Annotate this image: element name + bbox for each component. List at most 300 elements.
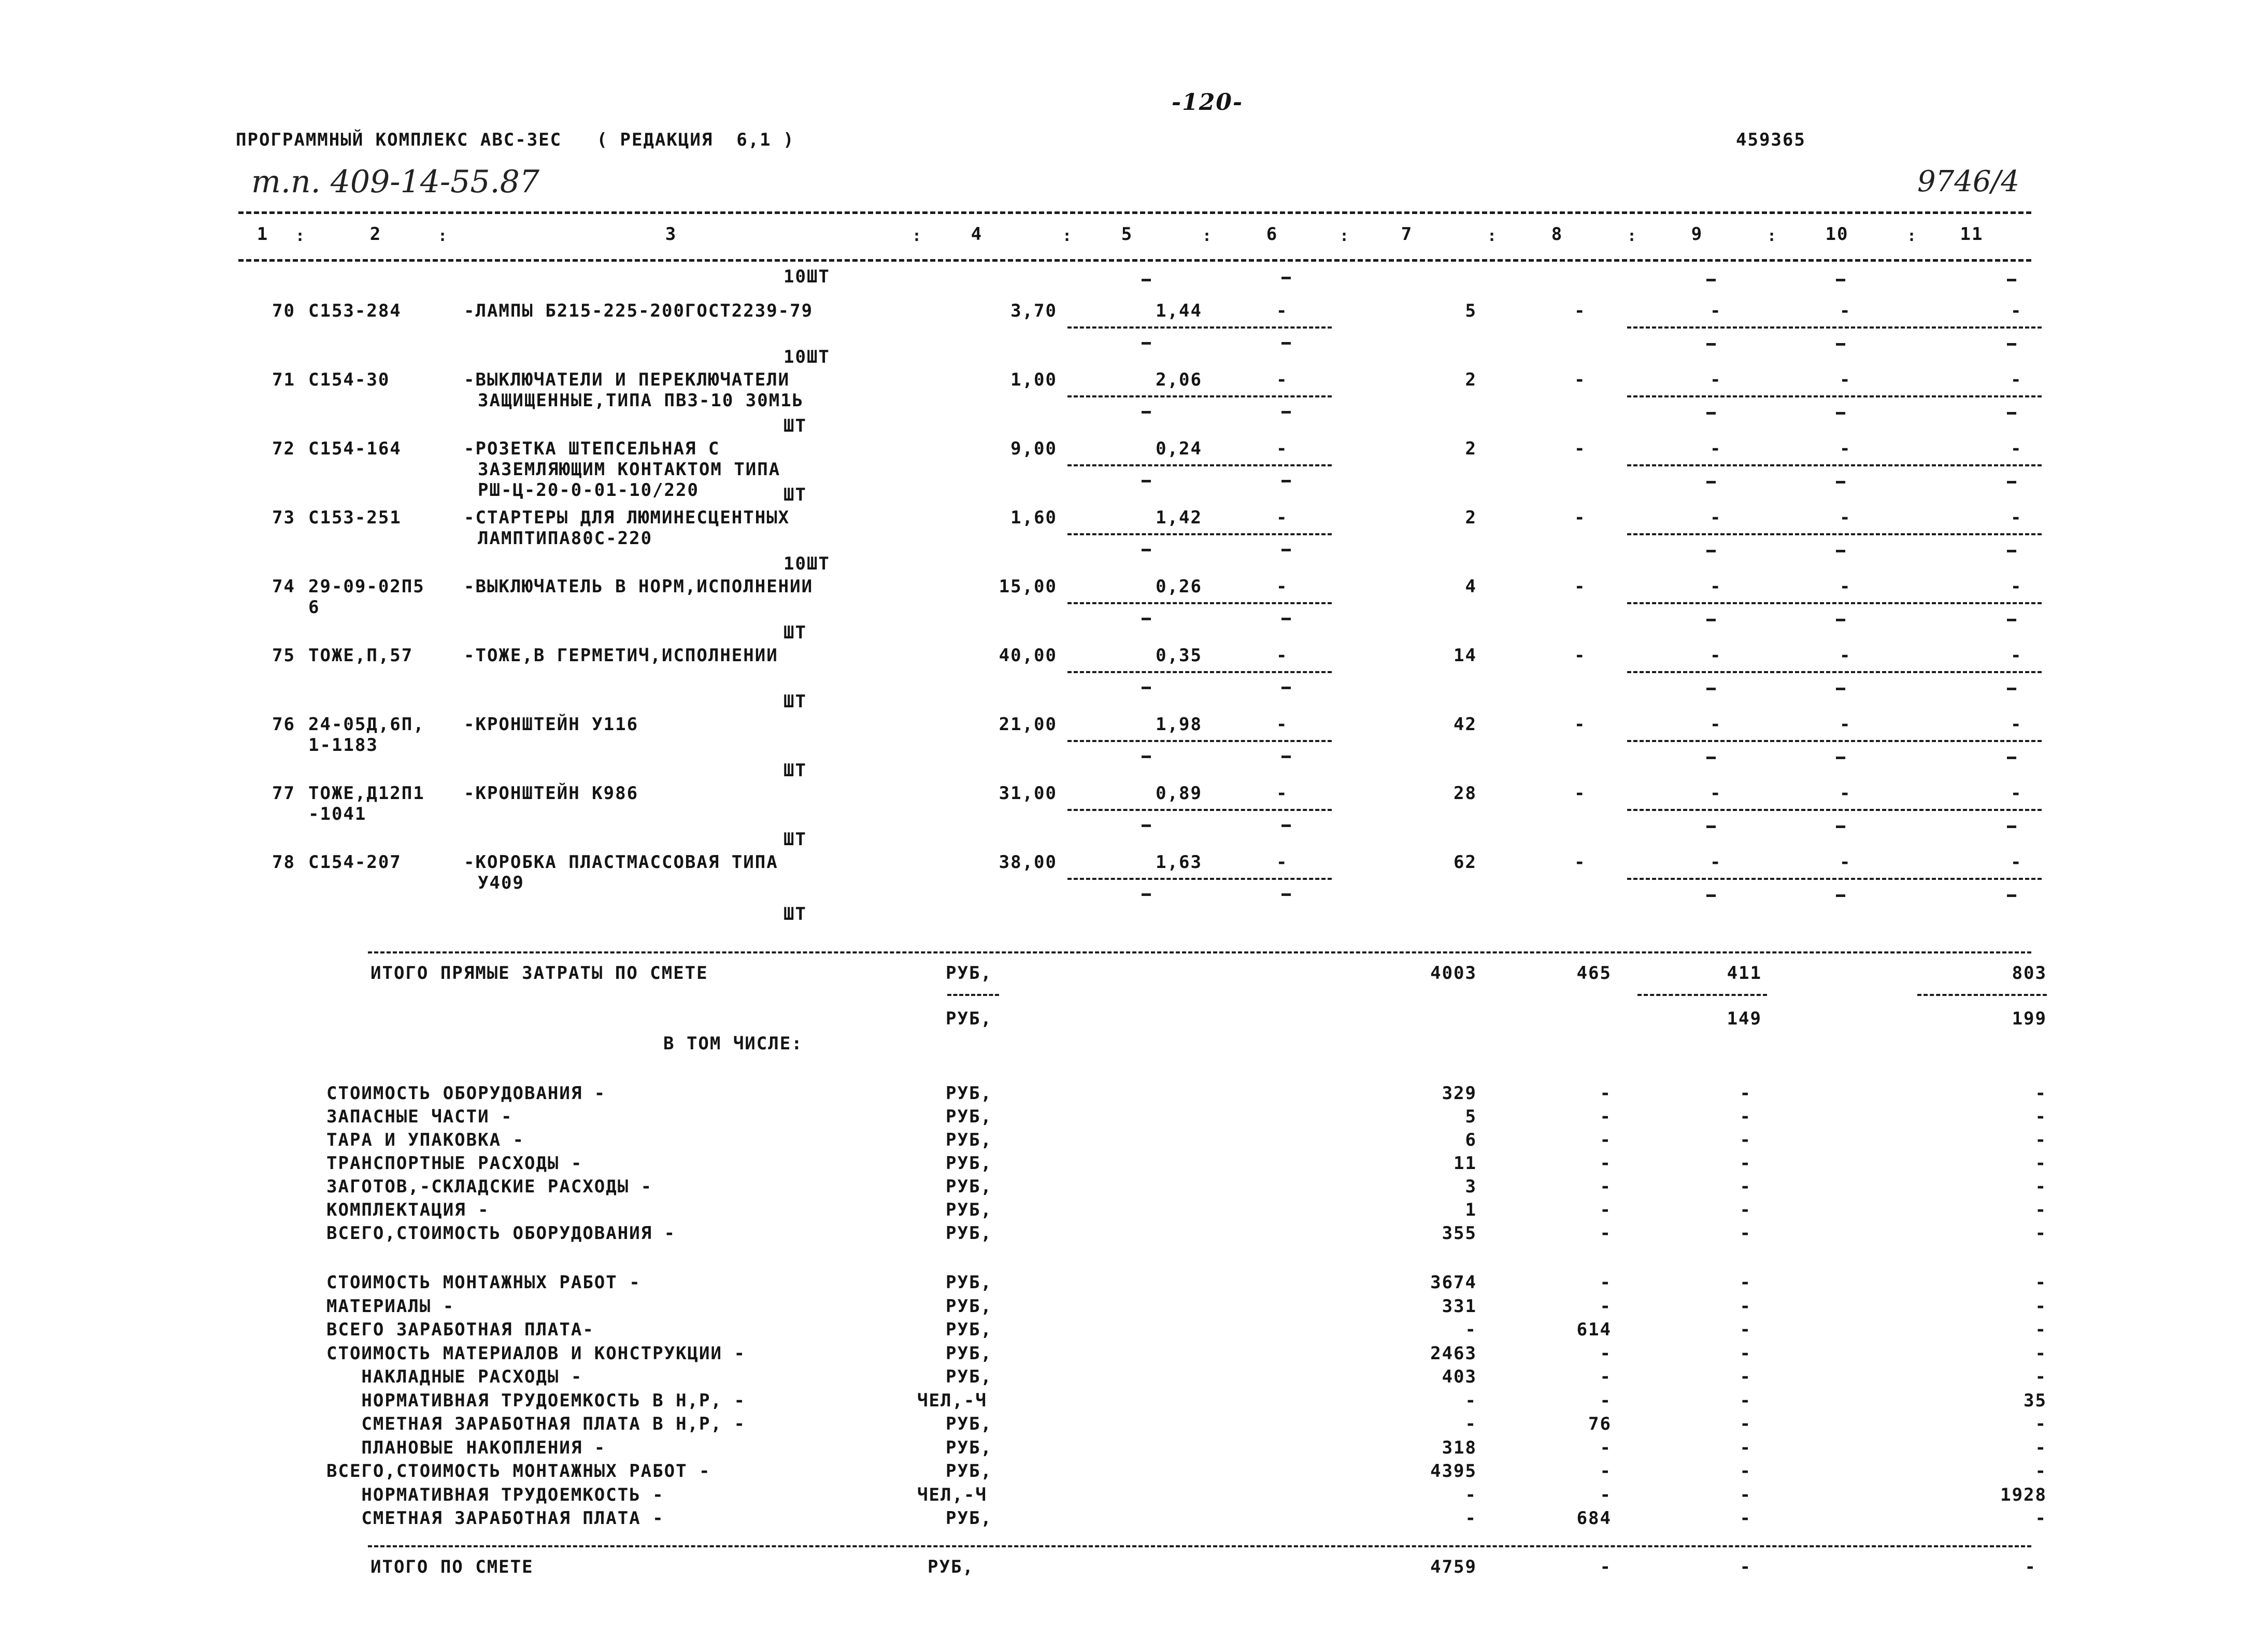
equipment-unit: РУБ, bbox=[946, 1083, 992, 1104]
dash-mark bbox=[1706, 894, 1716, 897]
installation-unit: ЧЕЛ,-Ч bbox=[917, 1390, 987, 1411]
totals-col11-rule bbox=[1917, 994, 2047, 996]
equipment-col11: - bbox=[2035, 1106, 2047, 1127]
row-col7: 42 bbox=[1454, 714, 1477, 735]
installation-col11: - bbox=[2035, 1414, 2047, 1434]
installation-label: СМЕТНАЯ ЗАРАБОТНАЯ ПЛАТА В Н,Р, - bbox=[326, 1414, 746, 1434]
dash-mark bbox=[1142, 342, 1151, 345]
row-code: С153-251 bbox=[308, 507, 402, 528]
dash-mark bbox=[2007, 825, 2016, 828]
row-name: -СТАРТЕРЫ ДЛЯ ЛЮМИНЕСЦЕНТНЫХ bbox=[464, 507, 790, 528]
installation-col9: - bbox=[1740, 1484, 1751, 1505]
row-col6-dash: - bbox=[1276, 714, 1288, 735]
dash-mark bbox=[1142, 893, 1151, 896]
row-col-dash: - bbox=[2011, 507, 2022, 528]
row-col-dash: - bbox=[1710, 714, 1722, 735]
installation-col8: - bbox=[1600, 1343, 1612, 1364]
row-price: 31,00 bbox=[999, 783, 1057, 804]
totals-rule bbox=[368, 951, 2031, 953]
row-number: 75 bbox=[272, 645, 295, 666]
dash-mark bbox=[1281, 549, 1291, 551]
row-code: С154-207 bbox=[308, 852, 402, 873]
dash-mark bbox=[1706, 550, 1716, 552]
installation-unit: РУБ, bbox=[946, 1508, 992, 1529]
grand-total-label: ИТОГО ПО СМЕТЕ bbox=[371, 1557, 534, 1577]
installation-unit: РУБ, bbox=[946, 1414, 992, 1434]
totals-col8: 465 bbox=[1576, 963, 1612, 984]
dash-mark bbox=[1706, 825, 1716, 828]
installation-col11: 35 bbox=[2024, 1390, 2047, 1411]
equipment-unit: РУБ, bbox=[946, 1153, 992, 1174]
installation-col8: - bbox=[1600, 1272, 1612, 1293]
column-separator: : bbox=[1767, 227, 1778, 245]
dash-mark bbox=[1836, 481, 1845, 483]
equipment-col11: - bbox=[2035, 1153, 2047, 1174]
totals-col11: 803 bbox=[2012, 963, 2047, 984]
row-unit-top: 10ШТ bbox=[784, 266, 830, 287]
row-rule-cols-9-11 bbox=[1627, 464, 2042, 466]
installation-unit: РУБ, bbox=[946, 1437, 992, 1458]
row-col-dash: - bbox=[1710, 369, 1722, 390]
dash-mark bbox=[1281, 480, 1291, 482]
totals-col7: 4003 bbox=[1430, 963, 1477, 984]
row-name: -КРОНШТЕЙН К986 bbox=[464, 783, 639, 804]
equipment-unit: РУБ, bbox=[946, 1176, 992, 1197]
row-name: ЗАЩИЩЕННЫЕ,ТИПА ПВЗ-10 30М1Ь bbox=[478, 390, 804, 411]
installation-col7: 4395 bbox=[1430, 1461, 1477, 1482]
row-number: 70 bbox=[272, 301, 295, 321]
equipment-col7: 11 bbox=[1454, 1153, 1477, 1174]
row-price: 1,60 bbox=[1010, 507, 1057, 528]
equipment-label: СТОИМОСТЬ ОБОРУДОВАНИЯ - bbox=[326, 1083, 606, 1104]
row-name: -КОРОБКА ПЛАСТМАССОВАЯ ТИПА bbox=[464, 852, 778, 873]
installation-col9: - bbox=[1740, 1366, 1751, 1387]
row-col8-dash: - bbox=[1574, 714, 1586, 735]
row-name: У409 bbox=[478, 873, 524, 893]
column-number-11: 11 bbox=[1960, 224, 1984, 245]
dash-mark bbox=[1142, 618, 1151, 620]
installation-col7: - bbox=[1465, 1319, 1477, 1340]
installation-col8: 76 bbox=[1588, 1414, 1612, 1434]
totals-col9-b: 149 bbox=[1727, 1008, 1762, 1029]
row-col7: 2 bbox=[1465, 507, 1477, 528]
totals-label: ИТОГО ПРЯМЫЕ ЗАТРАТЫ ПО СМЕТЕ bbox=[371, 963, 708, 984]
row-col8-dash: - bbox=[1574, 576, 1586, 597]
installation-label: ВСЕГО ЗАРАБОТНАЯ ПЛАТА- bbox=[326, 1319, 594, 1340]
column-separator: : bbox=[1627, 227, 1638, 245]
grand-total-col8: - bbox=[1600, 1557, 1612, 1577]
installation-unit: РУБ, bbox=[946, 1461, 992, 1482]
program-title: ПРОГРАММНЫЙ КОМПЛЕКС АВС-ЗЕС ( РЕДАКЦИЯ 6,1 ) bbox=[236, 130, 795, 150]
row-name: -КРОНШТЕЙН У116 bbox=[464, 714, 639, 735]
column-separator: : bbox=[912, 227, 923, 245]
installation-label: НАКЛАДНЫЕ РАСХОДЫ - bbox=[326, 1366, 583, 1387]
equipment-col8: - bbox=[1600, 1153, 1612, 1174]
column-separator: : bbox=[1202, 227, 1213, 245]
row-number: 72 bbox=[272, 438, 295, 459]
dash-mark-top bbox=[1142, 279, 1151, 281]
handwritten-reference: 9746/4 bbox=[1917, 165, 2020, 198]
row-name: -ТОЖЕ,В ГЕРМЕТИЧ,ИСПОЛНЕНИИ bbox=[464, 645, 778, 666]
equipment-col8: - bbox=[1600, 1223, 1612, 1244]
dash-mark bbox=[1836, 688, 1845, 690]
equipment-col9: - bbox=[1740, 1153, 1751, 1174]
row-col-dash: - bbox=[1840, 438, 1851, 459]
dash-mark bbox=[2007, 894, 2016, 897]
row-rule-cols-5-6 bbox=[1067, 395, 1332, 397]
column-number-10: 10 bbox=[1825, 224, 1849, 245]
row-col7: 62 bbox=[1454, 852, 1477, 873]
dash-mark bbox=[1706, 688, 1716, 690]
row-unit: 10ШТ bbox=[784, 347, 830, 367]
row-col7: 2 bbox=[1465, 369, 1477, 390]
dash-mark-top bbox=[2007, 279, 2016, 281]
row-col5: 0,89 bbox=[1156, 783, 1202, 804]
installation-col9: - bbox=[1740, 1390, 1751, 1411]
dash-mark bbox=[1142, 549, 1151, 551]
installation-col8: - bbox=[1600, 1295, 1612, 1317]
row-unit: ШТ bbox=[784, 416, 807, 436]
row-code: ТОЖЕ,Д12П1 bbox=[308, 783, 425, 804]
equipment-col11: - bbox=[2035, 1083, 2047, 1104]
installation-col9: - bbox=[1740, 1272, 1751, 1293]
row-col-dash: - bbox=[1710, 576, 1722, 597]
installation-col8: 684 bbox=[1576, 1508, 1612, 1529]
equipment-col11: - bbox=[2035, 1223, 2047, 1244]
row-name: -ВЫКЛЮЧАТЕЛИ И ПЕРЕКЛЮЧАТЕЛИ bbox=[464, 369, 790, 390]
equipment-col9: - bbox=[1740, 1176, 1751, 1197]
row-col-dash: - bbox=[1840, 301, 1851, 321]
installation-col11: - bbox=[2035, 1319, 2047, 1340]
installation-col8: - bbox=[1600, 1484, 1612, 1505]
dash-mark bbox=[1706, 343, 1716, 346]
row-col7: 2 bbox=[1465, 438, 1477, 459]
row-code: 1-1183 bbox=[308, 735, 378, 756]
dash-mark-top bbox=[1836, 279, 1845, 281]
row-rule-cols-9-11 bbox=[1627, 326, 2042, 329]
installation-col11: - bbox=[2035, 1437, 2047, 1458]
installation-unit: РУБ, bbox=[946, 1272, 992, 1293]
row-unit: ШТ bbox=[784, 760, 807, 781]
row-unit: 10ШТ bbox=[784, 553, 830, 574]
installation-col8: 614 bbox=[1576, 1319, 1612, 1340]
row-col-dash: - bbox=[2011, 369, 2022, 390]
equipment-label: ТРАНСПОРТНЫЕ РАСХОДЫ - bbox=[326, 1153, 583, 1174]
row-col-dash: - bbox=[1710, 507, 1722, 528]
totals-unit-rule bbox=[947, 994, 999, 996]
dash-mark bbox=[2007, 343, 2016, 346]
row-col-dash: - bbox=[1840, 645, 1851, 666]
row-price: 21,00 bbox=[999, 714, 1057, 735]
row-rule-cols-5-6 bbox=[1067, 326, 1332, 329]
column-number-9: 9 bbox=[1691, 224, 1703, 245]
including-heading: В ТОМ ЧИСЛЕ: bbox=[663, 1033, 803, 1054]
dash-mark bbox=[1281, 342, 1291, 345]
dash-mark bbox=[2007, 412, 2016, 415]
equipment-col7: 3 bbox=[1465, 1176, 1477, 1197]
grand-total-col11: - bbox=[2025, 1557, 2036, 1577]
row-col-dash: - bbox=[2011, 576, 2022, 597]
dash-mark bbox=[1706, 412, 1716, 415]
equipment-unit: РУБ, bbox=[946, 1130, 992, 1150]
totals-col9: 411 bbox=[1727, 963, 1762, 984]
installation-col9: - bbox=[1740, 1461, 1751, 1482]
dash-mark bbox=[1836, 894, 1845, 897]
row-col6-dash: - bbox=[1276, 783, 1288, 804]
grand-total-unit: РУБ, bbox=[928, 1557, 974, 1577]
row-price: 3,70 bbox=[1010, 301, 1057, 321]
row-rule-cols-9-11 bbox=[1627, 602, 2042, 604]
row-col-dash: - bbox=[2011, 645, 2022, 666]
column-header-rule bbox=[238, 259, 2031, 262]
installation-unit: РУБ, bbox=[946, 1319, 992, 1340]
row-col-dash: - bbox=[1840, 576, 1851, 597]
row-rule-cols-5-6 bbox=[1067, 740, 1332, 742]
row-col-dash: - bbox=[2011, 301, 2022, 321]
dash-mark bbox=[1836, 619, 1845, 621]
row-col7: 4 bbox=[1465, 576, 1477, 597]
installation-col11: - bbox=[2035, 1461, 2047, 1482]
row-code: С154-164 bbox=[308, 438, 402, 459]
dash-mark bbox=[1836, 412, 1845, 415]
dash-mark bbox=[1706, 481, 1716, 483]
row-col8-dash: - bbox=[1574, 301, 1586, 321]
installation-label: МАТЕРИАЛЫ - bbox=[326, 1295, 455, 1317]
row-price: 15,00 bbox=[999, 576, 1057, 597]
row-rule-cols-5-6 bbox=[1067, 809, 1332, 811]
installation-col8: - bbox=[1600, 1390, 1612, 1411]
row-col5: 2,06 bbox=[1156, 369, 1202, 390]
row-code: 29-09-02П5 bbox=[308, 576, 425, 597]
table-top-rule bbox=[238, 211, 2031, 214]
dash-mark bbox=[1142, 824, 1151, 827]
dash-mark-top bbox=[1706, 279, 1716, 281]
equipment-col9: - bbox=[1740, 1200, 1751, 1220]
row-col-dash: - bbox=[1710, 645, 1722, 666]
row-col8-dash: - bbox=[1574, 852, 1586, 873]
installation-label: НОРМАТИВНАЯ ТРУДОЕМКОСТЬ В Н,Р, - bbox=[326, 1390, 746, 1411]
dash-mark bbox=[1836, 343, 1845, 346]
installation-col9: - bbox=[1740, 1319, 1751, 1340]
row-col6-dash: - bbox=[1276, 645, 1288, 666]
installation-col7: - bbox=[1465, 1484, 1477, 1505]
row-number: 73 bbox=[272, 507, 295, 528]
row-unit-last: ШТ bbox=[784, 904, 807, 924]
dash-mark bbox=[1142, 756, 1151, 758]
document-number: 459365 bbox=[1736, 130, 1806, 150]
row-rule-cols-9-11 bbox=[1627, 671, 2042, 673]
totals-col9-rule bbox=[1637, 994, 1767, 996]
totals-col11-b: 199 bbox=[2012, 1008, 2047, 1029]
row-rule-cols-5-6 bbox=[1067, 533, 1332, 535]
row-unit: ШТ bbox=[784, 622, 807, 643]
row-col5: 0,26 bbox=[1156, 576, 1202, 597]
column-number-6: 6 bbox=[1266, 224, 1278, 245]
equipment-col8: - bbox=[1600, 1200, 1612, 1220]
totals-unit: РУБ, bbox=[946, 963, 992, 984]
row-code: ТОЖЕ,П,57 bbox=[308, 645, 414, 666]
row-col6-dash: - bbox=[1276, 576, 1288, 597]
installation-col7: 3674 bbox=[1430, 1272, 1477, 1293]
grand-total-rule bbox=[368, 1545, 2031, 1547]
row-rule-cols-5-6 bbox=[1067, 464, 1332, 466]
equipment-col11: - bbox=[2035, 1200, 2047, 1220]
row-col-dash: - bbox=[1710, 783, 1722, 804]
row-col7: 14 bbox=[1454, 645, 1477, 666]
dash-mark bbox=[1281, 893, 1291, 896]
column-separator: : bbox=[438, 227, 449, 245]
row-code: -1041 bbox=[308, 804, 367, 824]
row-col-dash: - bbox=[1840, 783, 1851, 804]
equipment-col7: 6 bbox=[1465, 1130, 1477, 1150]
row-price: 38,00 bbox=[999, 852, 1057, 873]
row-name: РШ-Ц-20-0-01-10/220 bbox=[478, 480, 699, 501]
installation-col11: - bbox=[2035, 1366, 2047, 1387]
column-number-4: 4 bbox=[971, 224, 983, 245]
row-col7: 28 bbox=[1454, 783, 1477, 804]
installation-col7: - bbox=[1465, 1508, 1477, 1529]
row-col-dash: - bbox=[2011, 438, 2022, 459]
equipment-col8: - bbox=[1600, 1106, 1612, 1127]
row-col6-dash: - bbox=[1276, 852, 1288, 873]
equipment-col9: - bbox=[1740, 1083, 1751, 1104]
equipment-label: ВСЕГО,СТОИМОСТЬ ОБОРУДОВАНИЯ - bbox=[326, 1223, 676, 1244]
row-code: С154-30 bbox=[308, 369, 390, 390]
installation-col7: 318 bbox=[1442, 1437, 1477, 1458]
installation-unit: РУБ, bbox=[946, 1295, 992, 1317]
installation-col7: 2463 bbox=[1430, 1343, 1477, 1364]
equipment-label: ЗАГОТОВ,-СКЛАДСКИЕ РАСХОДЫ - bbox=[326, 1176, 653, 1197]
column-number-5: 5 bbox=[1121, 224, 1133, 245]
row-col-dash: - bbox=[1710, 438, 1722, 459]
row-col6-dash: - bbox=[1276, 438, 1288, 459]
dash-mark bbox=[1142, 411, 1151, 414]
row-unit: ШТ bbox=[784, 829, 807, 850]
row-price: 40,00 bbox=[999, 645, 1057, 666]
installation-unit: РУБ, bbox=[946, 1366, 992, 1387]
installation-col9: - bbox=[1740, 1295, 1751, 1317]
row-col8-dash: - bbox=[1574, 438, 1586, 459]
row-col8-dash: - bbox=[1574, 369, 1586, 390]
equipment-col8: - bbox=[1600, 1083, 1612, 1104]
installation-label: СМЕТНАЯ ЗАРАБОТНАЯ ПЛАТА - bbox=[326, 1508, 664, 1529]
equipment-col9: - bbox=[1740, 1130, 1751, 1150]
installation-unit: ЧЕЛ,-Ч bbox=[917, 1484, 987, 1505]
column-number-3: 3 bbox=[665, 224, 677, 245]
equipment-col7: 1 bbox=[1465, 1200, 1477, 1220]
column-separator: : bbox=[1062, 227, 1073, 245]
row-col7: 5 bbox=[1465, 301, 1477, 321]
row-name: -ВЫКЛЮЧАТЕЛЬ В НОРМ,ИСПОЛНЕНИИ bbox=[464, 576, 814, 597]
row-col6-dash: - bbox=[1276, 369, 1288, 390]
row-rule-cols-9-11 bbox=[1627, 878, 2042, 880]
row-name: -РОЗЕТКА ШТЕПСЕЛЬНАЯ С bbox=[464, 438, 720, 459]
row-unit: ШТ bbox=[784, 485, 807, 505]
column-separator: : bbox=[1340, 227, 1350, 245]
grand-total-col7: 4759 bbox=[1430, 1557, 1477, 1577]
row-rule-cols-9-11 bbox=[1627, 809, 2042, 811]
installation-label: ВСЕГО,СТОИМОСТЬ МОНТАЖНЫХ РАБОТ - bbox=[326, 1461, 711, 1482]
column-number-1: 1 bbox=[257, 224, 269, 245]
column-separator: : bbox=[295, 227, 306, 245]
row-col5: 1,63 bbox=[1156, 852, 1202, 873]
row-name: -ЛАМПЫ Б215-225-200ГОСТ2239-79 bbox=[464, 301, 814, 321]
equipment-col8: - bbox=[1600, 1176, 1612, 1197]
installation-col9: - bbox=[1740, 1508, 1751, 1529]
dash-mark bbox=[1836, 757, 1845, 759]
row-number: 71 bbox=[272, 369, 295, 390]
installation-col8: - bbox=[1600, 1366, 1612, 1387]
equipment-col8: - bbox=[1600, 1130, 1612, 1150]
equipment-label: ТАРА И УПАКОВКА - bbox=[326, 1130, 524, 1150]
row-rule-cols-5-6 bbox=[1067, 602, 1332, 604]
row-rule-cols-9-11 bbox=[1627, 740, 2042, 742]
row-col5: 1,44 bbox=[1156, 301, 1202, 321]
row-col-dash: - bbox=[2011, 783, 2022, 804]
row-col-dash: - bbox=[1710, 852, 1722, 873]
dash-mark bbox=[2007, 619, 2016, 621]
dash-mark bbox=[2007, 688, 2016, 690]
installation-col7: - bbox=[1465, 1390, 1477, 1411]
handwritten-project-number: т.п. 409-14-55.87 bbox=[251, 164, 539, 200]
row-col5: 0,24 bbox=[1156, 438, 1202, 459]
installation-unit: РУБ, bbox=[946, 1343, 992, 1364]
dash-mark bbox=[1281, 618, 1291, 620]
equipment-label: КОМПЛЕКТАЦИЯ - bbox=[326, 1200, 490, 1220]
dash-mark bbox=[1142, 480, 1151, 482]
equipment-col9: - bbox=[1740, 1223, 1751, 1244]
row-price: 9,00 bbox=[1010, 438, 1057, 459]
installation-col7: - bbox=[1465, 1414, 1477, 1434]
row-rule-cols-5-6 bbox=[1067, 878, 1332, 880]
installation-col9: - bbox=[1740, 1437, 1751, 1458]
equipment-unit: РУБ, bbox=[946, 1106, 992, 1127]
row-col-dash: - bbox=[2011, 714, 2022, 735]
dash-mark bbox=[1281, 411, 1291, 414]
row-col-dash: - bbox=[2011, 852, 2022, 873]
row-col8-dash: - bbox=[1574, 645, 1586, 666]
installation-col7: 403 bbox=[1442, 1366, 1477, 1387]
installation-col9: - bbox=[1740, 1414, 1751, 1434]
installation-col11: - bbox=[2035, 1272, 2047, 1293]
totals-unit-2: РУБ, bbox=[946, 1008, 992, 1029]
row-col8-dash: - bbox=[1574, 783, 1586, 804]
row-code: 6 bbox=[308, 597, 320, 618]
column-number-8: 8 bbox=[1551, 224, 1563, 245]
installation-label: ПЛАНОВЫЕ НАКОПЛЕНИЯ - bbox=[326, 1437, 606, 1458]
row-col-dash: - bbox=[1840, 852, 1851, 873]
row-col6-dash: - bbox=[1276, 301, 1288, 321]
row-col6-dash: - bbox=[1276, 507, 1288, 528]
dash-mark bbox=[2007, 481, 2016, 483]
dash-mark bbox=[1281, 756, 1291, 758]
dash-mark bbox=[2007, 550, 2016, 552]
installation-col8: - bbox=[1600, 1437, 1612, 1458]
dash-mark bbox=[1836, 825, 1845, 828]
installation-col11: - bbox=[2035, 1295, 2047, 1317]
dash-mark-top bbox=[1281, 277, 1291, 279]
row-col-dash: - bbox=[1840, 507, 1851, 528]
row-col5: 1,42 bbox=[1156, 507, 1202, 528]
row-col5: 0,35 bbox=[1156, 645, 1202, 666]
page-number: -120- bbox=[1171, 89, 1244, 116]
column-number-7: 7 bbox=[1401, 224, 1413, 245]
equipment-unit: РУБ, bbox=[946, 1223, 992, 1244]
installation-label: СТОИМОСТЬ МОНТАЖНЫХ РАБОТ - bbox=[326, 1272, 641, 1293]
equipment-col7: 5 bbox=[1465, 1106, 1477, 1127]
row-col5: 1,98 bbox=[1156, 714, 1202, 735]
row-rule-cols-9-11 bbox=[1627, 395, 2042, 397]
